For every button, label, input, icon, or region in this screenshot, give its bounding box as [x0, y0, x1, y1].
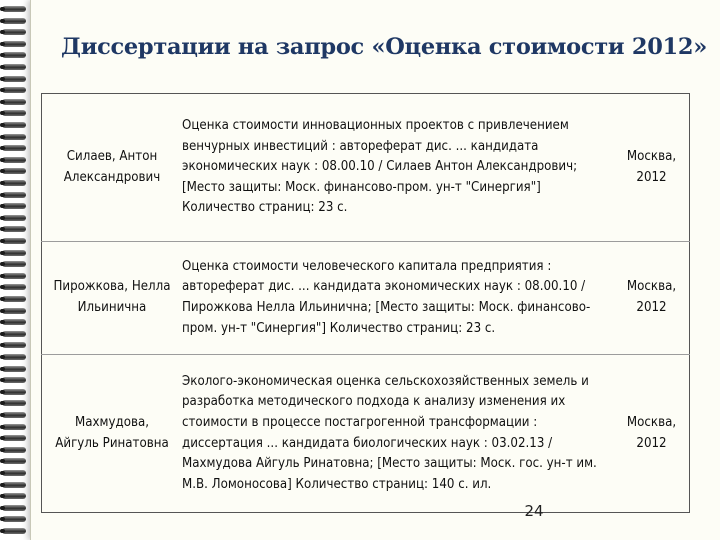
- spiral-binding: [0, 0, 30, 540]
- author-name: Махмудова,: [75, 414, 149, 430]
- spiral-ring: [2, 99, 26, 105]
- description-cell: [182, 242, 614, 355]
- spiral-ring: [2, 168, 26, 174]
- spiral-ring: [2, 203, 26, 209]
- author-cell: [42, 94, 183, 242]
- spiral-ring: [2, 157, 26, 163]
- place-year-cell: [614, 242, 690, 355]
- spiral-ring: [2, 52, 26, 58]
- author-name: Пирожкова, Нелла: [53, 279, 171, 295]
- spiral-ring: [2, 470, 26, 476]
- page-title: Диссертации на запрос «Оценка стоимости 2012»: [61, 34, 708, 60]
- spiral-ring: [2, 435, 26, 441]
- place-year: 2012: [636, 169, 667, 185]
- author-cell: [42, 355, 183, 513]
- spiral-ring: [2, 493, 26, 499]
- spiral-ring: [2, 366, 26, 372]
- spiral-ring: [2, 424, 26, 430]
- spiral-ring: [2, 134, 26, 140]
- spiral-ring: [2, 331, 26, 337]
- spiral-ring: [2, 516, 26, 522]
- spiral-ring: [2, 76, 26, 82]
- spiral-ring: [2, 447, 26, 453]
- place-city: Москва,: [626, 279, 677, 295]
- spiral-ring: [2, 41, 26, 47]
- spiral-ring: [2, 180, 26, 186]
- spiral-ring: [2, 482, 26, 488]
- spiral-ring: [2, 192, 26, 198]
- author-cell: [42, 242, 183, 355]
- dissertations-table: [41, 93, 690, 513]
- table-row: [42, 242, 690, 355]
- spiral-ring: [2, 64, 26, 70]
- place-year: 2012: [636, 300, 667, 315]
- author-name: Силаев, Антон: [66, 148, 158, 164]
- spiral-ring: [2, 342, 26, 348]
- spiral-ring: [2, 284, 26, 290]
- spiral-ring: [2, 87, 26, 93]
- spiral-ring: [2, 110, 26, 116]
- place-year-cell: [614, 94, 690, 242]
- description-cell: [182, 94, 614, 242]
- spiral-ring: [2, 6, 26, 12]
- spiral-ring: [2, 238, 26, 244]
- spiral-ring: [2, 296, 26, 302]
- author-patronymic: Ильинична: [77, 300, 147, 315]
- description-cell: [182, 355, 614, 513]
- dissertation-description: Оценка стоимости человеческого капитала предприятия : автореферат дис. ... кандидата экономических наук : 08.00.10 / Пирожкова Нелла Ильинична; [Место защиты: Моск. финансово-пром. ун-т "Синергия"] Количество страниц: 23 с.: [182, 258, 591, 336]
- place-year-cell: [614, 355, 690, 513]
- table-row: [42, 355, 690, 513]
- dissertation-description: Эколого-экономическая оценка сельскохозяйственных земель и разработка методического подхода к анализу изменения их стоимости в процессе постагрогенной трансформации : диссертация ... кандидата биологических наук : 03.02.13 / Махмудова Айгуль Ринатовна; [Место защиты: Моск. гос. ун-т им. М.В. Ломоносова] Количество страниц: 140 с. ил.: [182, 373, 597, 492]
- place-city: Москва,: [626, 414, 677, 430]
- dissertation-description: Оценка стоимости инновационных проектов с привлечением венчурных инвестиций : автореферат дис. ... кандидата экономических наук : 08.00.10 / Силаев Антон Александрович; [Место защиты: Моск. финансово-пром. ун-т "Синергия"] Количество страниц: 23 с.: [182, 118, 578, 216]
- place-year: 2012: [636, 435, 667, 451]
- author-patronymic: Александрович: [63, 169, 161, 185]
- spiral-ring: [2, 308, 26, 314]
- spiral-ring: [2, 250, 26, 256]
- spiral-ring: [2, 29, 26, 35]
- spiral-ring: [2, 273, 26, 279]
- spiral-ring: [2, 18, 26, 24]
- spiral-ring: [2, 215, 26, 221]
- spiral-ring: [2, 528, 26, 534]
- spiral-ring: [2, 400, 26, 406]
- spiral-ring: [2, 226, 26, 232]
- spiral-ring: [2, 261, 26, 267]
- spiral-ring: [2, 412, 26, 418]
- spiral-ring: [2, 122, 26, 128]
- slide-page: [30, 0, 720, 540]
- spiral-ring: [2, 354, 26, 360]
- place-city: Москва,: [626, 148, 677, 164]
- author-patronymic: Айгуль Ринатовна: [55, 435, 169, 451]
- spiral-ring: [2, 389, 26, 395]
- spiral-ring: [2, 377, 26, 383]
- page-number: 24: [524, 502, 544, 520]
- table-row: [42, 94, 690, 242]
- spiral-ring: [2, 145, 26, 151]
- spiral-ring: [2, 458, 26, 464]
- spiral-ring: [2, 505, 26, 511]
- spiral-ring: [2, 319, 26, 325]
